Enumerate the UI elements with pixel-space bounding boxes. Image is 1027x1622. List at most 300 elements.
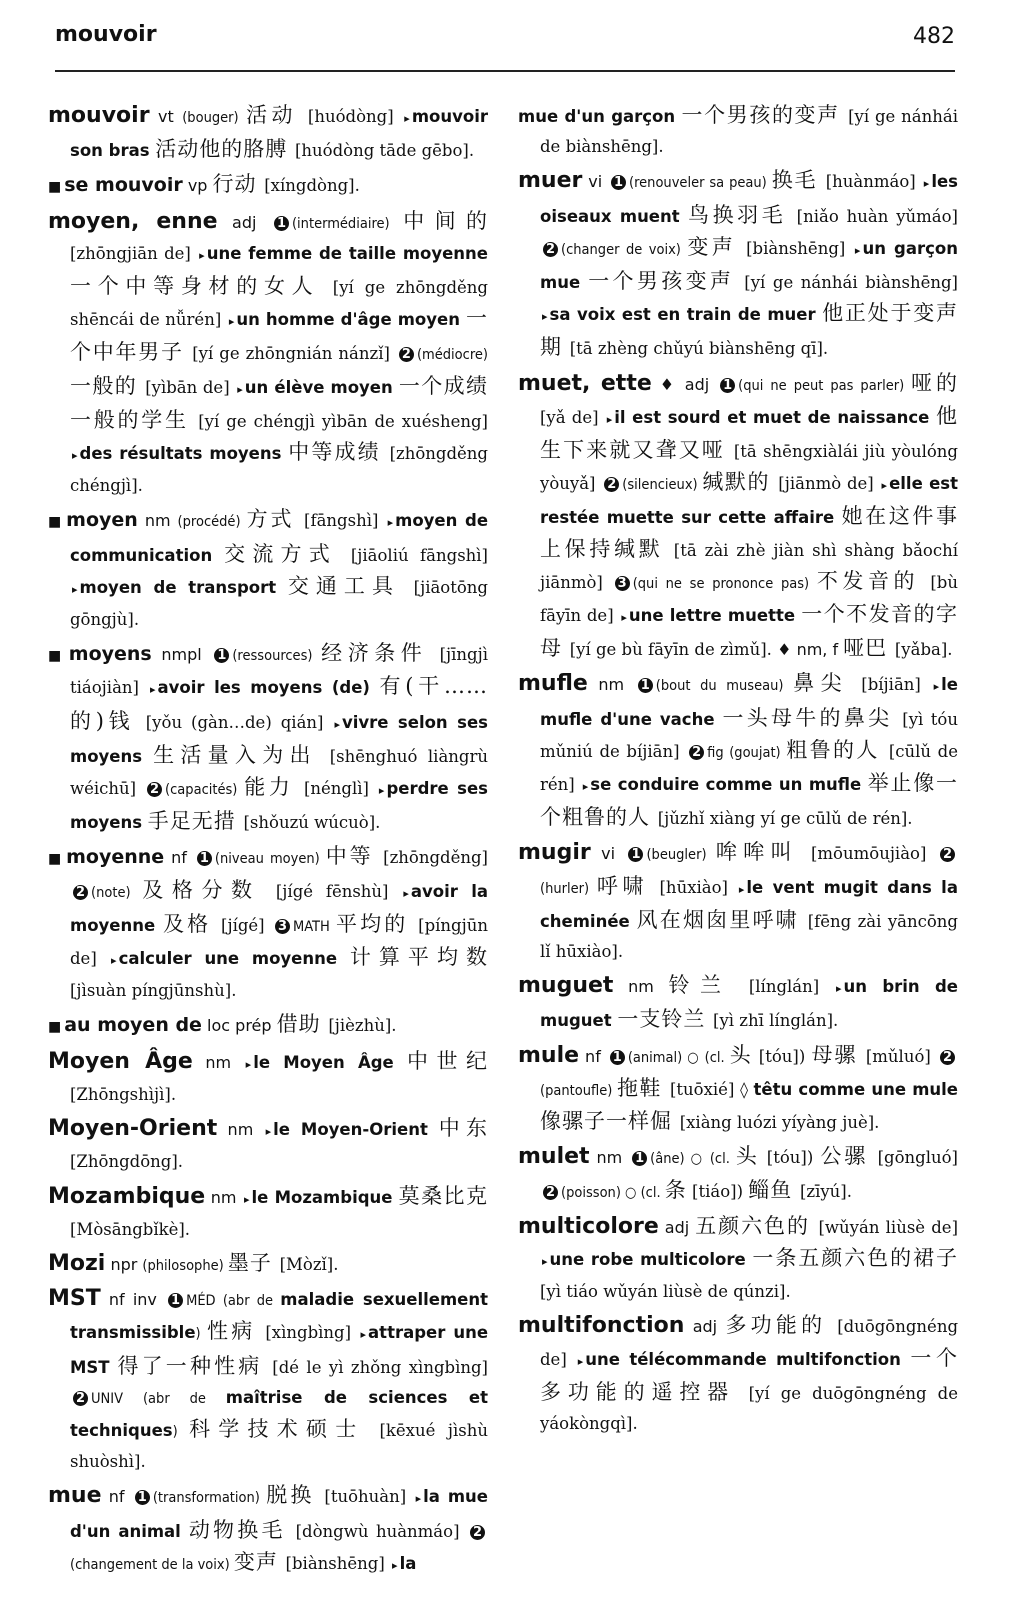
sense-number: 1 — [610, 1050, 625, 1065]
subentry — [48, 169, 488, 202]
subentry — [48, 504, 488, 635]
gloss: (qui ne se prononce pas) — [632, 575, 817, 592]
chinese-text: 头 — [735, 1144, 760, 1169]
headword: mulet — [518, 1144, 590, 1170]
chinese-text: 一个不发音的字母 — [540, 602, 958, 661]
part-of-speech: vt — [149, 107, 183, 126]
subentry — [48, 638, 488, 838]
pinyin: [jígé] — [221, 915, 272, 935]
example-marker: ▸ — [387, 516, 394, 530]
pinyin: [jiānmò de] — [778, 474, 880, 494]
subentry — [48, 841, 488, 1006]
example-phrase: un homme d'âge moyen — [236, 310, 467, 330]
gloss: (beugler) — [646, 847, 716, 864]
sense-number: 2 — [604, 477, 619, 492]
example-phrase: sa voix est en train de muer — [549, 305, 823, 325]
sense-number: 1 — [628, 847, 643, 862]
pinyin: [yìbān de] — [145, 377, 236, 397]
pinyin: [tā shēngxiàlái jiù yòulóng yòuyǎ] — [540, 442, 958, 494]
gloss: (qui ne peut pas parler) — [738, 377, 912, 394]
pinyin: [xìngbìng] — [265, 1323, 359, 1343]
pinyin: [yǒu (gàn…de) qián] — [145, 712, 333, 732]
example-phrase: il est sourd et muet de naissance — [614, 407, 937, 427]
headword: muet, ette — [518, 370, 652, 396]
chinese-text: 头 — [729, 1042, 753, 1067]
sense-number: 1 — [720, 378, 735, 393]
pinyin: [xiàng luózi yíyàng juè]. — [679, 1113, 880, 1133]
gloss: (animal) ○ (cl. — [627, 1049, 730, 1066]
headword: Moyen Âge — [48, 1048, 193, 1074]
example-phrase: un garçon mue — [540, 238, 958, 293]
pinyin: [dòngwù huànmáo] — [295, 1521, 467, 1541]
example-phrase: le Mozambique — [251, 1187, 399, 1207]
chinese-text: 中东 — [438, 1116, 488, 1141]
pinyin: [jīngjì tiáojiàn] — [70, 645, 488, 698]
example-marker: ▸ — [933, 680, 940, 694]
pinyin: [jǔzhǐ xiàng yí ge cūlǔ de rén]. — [657, 809, 913, 829]
chinese-text: 经济条件 — [321, 641, 440, 666]
gloss: MÉD (abr de — [186, 1293, 281, 1310]
pinyin: [nénglì] — [303, 779, 377, 799]
pinyin: [jiāoliú fāngshì] — [350, 545, 488, 565]
chinese-text: 风在烟囱里呼啸 — [636, 907, 808, 932]
headword: Moyen-Orient — [48, 1116, 218, 1142]
chinese-text: 交通工具 — [287, 573, 414, 598]
example-marker: ▸ — [542, 1254, 548, 1268]
pinyin: [píngjūn de] — [70, 915, 488, 969]
example-phrase: une lettre muette — [628, 606, 802, 626]
chinese-text: 哑巴 — [843, 636, 895, 661]
chinese-text: 方式 — [246, 507, 305, 532]
running-header — [55, 22, 955, 72]
example-marker: ▸ — [237, 382, 243, 396]
pinyin: [duōgōngnéng de] — [540, 1317, 959, 1369]
pinyin: [zhōngděng chéngjì]. — [70, 444, 488, 496]
headword: moyen, enne — [48, 208, 218, 234]
dictionary-entry — [518, 1310, 958, 1439]
example-marker: ▸ — [72, 449, 78, 463]
gloss: UNIV (abr de — [91, 1390, 226, 1407]
sense-number: 3 — [275, 919, 290, 934]
part-of-speech: nm — [589, 1148, 630, 1168]
example-phrase: un élève moyen — [244, 377, 399, 397]
example-phrase: mue d'un garçon — [518, 107, 682, 126]
headword: au moyen de — [64, 1014, 202, 1037]
gloss: (bout du museau) — [655, 678, 794, 695]
sense-number: 1 — [197, 851, 212, 866]
chinese-text: 多功能的 — [725, 1313, 838, 1338]
chinese-text: 呼啸 — [596, 873, 660, 898]
headword: multicolore — [518, 1213, 659, 1239]
example-marker: ▸ — [392, 1558, 398, 1572]
part-of-speech: nm — [205, 1187, 242, 1207]
pinyin: [yì zhī línglán]. — [713, 1011, 839, 1031]
gloss: (ressources) — [232, 648, 322, 665]
headword: moyen — [66, 509, 138, 532]
subentry-marker: ■ — [48, 851, 64, 868]
chinese-text: 得了一种性病 — [117, 1353, 273, 1378]
chinese-text: 科学技术硕士 — [189, 1416, 380, 1441]
example-phrase: maladie sexuellement transmissible — [70, 1290, 488, 1343]
example-phrase: le vent mugit dans la cheminée — [540, 877, 958, 931]
pinyin: [dé le yì zhǒng xìngbìng] — [272, 1357, 488, 1377]
sense-number: 1 — [135, 1490, 150, 1505]
part-of-speech: adj — [217, 212, 271, 232]
example-marker: ▸ — [265, 1125, 272, 1139]
sense-number: 2 — [940, 847, 955, 862]
gloss: (âne) ○ (cl. — [650, 1151, 736, 1168]
dictionary-entry — [48, 1046, 488, 1110]
left-column — [48, 100, 488, 1584]
gloss: (hurler) — [540, 880, 597, 897]
part-of-speech: adj — [658, 1217, 696, 1237]
dictionary-entry — [518, 970, 958, 1036]
gloss: (renouveler sa peau) — [629, 175, 772, 192]
example-marker: ▸ — [582, 780, 589, 794]
sense-number: 2 — [940, 1050, 955, 1065]
example-marker: ▸ — [150, 683, 156, 697]
headword: mouvoir — [48, 103, 150, 128]
dictionary-entry — [48, 1113, 488, 1177]
subentry-marker: ■ — [48, 514, 64, 531]
example-phrase: le mufle d'une vache — [540, 675, 958, 729]
gloss: (changer de voix) — [561, 241, 688, 258]
example-phrase: une robe multicolore — [549, 1249, 753, 1269]
example-marker: ▸ — [621, 611, 627, 625]
chinese-text: 墨子 — [227, 1250, 280, 1275]
example-phrase: un brin de muguet — [540, 977, 958, 1031]
chinese-text: 母骡 — [811, 1042, 866, 1067]
chinese-text: 换毛 — [771, 168, 826, 193]
pinyin: [bù fāyīn de] — [540, 572, 958, 626]
gloss: (procédé) — [177, 514, 247, 531]
dictionary-entry — [518, 1211, 958, 1308]
part-of-speech: vi — [590, 844, 626, 864]
example-marker: ▸ — [881, 479, 888, 493]
headword: muer — [518, 168, 583, 194]
gloss: (transformation) — [152, 1490, 267, 1507]
chinese-text: 脱换 — [266, 1483, 325, 1508]
chinese-text: 粗鲁的人 — [786, 737, 889, 762]
dictionary-entry — [48, 1181, 488, 1245]
chinese-text: 手足无措 — [147, 809, 244, 834]
subentry-marker: ■ — [48, 1019, 62, 1036]
example-phrase: avoir la moyenne — [70, 881, 488, 935]
chinese-text: 计算平均数 — [349, 945, 488, 970]
chinese-text: 动物换毛 — [188, 1517, 296, 1542]
example-phrase: une télécommande multifonction — [585, 1349, 911, 1369]
chinese-text: 一个中等身材的女人 — [70, 274, 333, 299]
example-marker: ▸ — [199, 248, 205, 262]
headword: mule — [518, 1042, 580, 1068]
chinese-text: 一个多功能的遥控器 — [540, 1345, 958, 1404]
gloss: (note) — [91, 884, 143, 901]
pinyin: [tiáo]) — [686, 1181, 749, 1201]
pinyin: [xíngdòng]. — [264, 176, 360, 196]
example-marker: ▸ — [542, 310, 548, 324]
example-phrase: la mue d'un animal — [70, 1487, 488, 1541]
pinyin: [niǎo huàn yǔmáo] — [796, 206, 958, 226]
chinese-text: 性病 — [207, 1319, 266, 1344]
pinyin: [yì tóu mǔniú de bíjiān] — [540, 709, 958, 761]
gloss: (changement de la voix) — [70, 1556, 234, 1573]
pinyin: [bíjiān] — [861, 675, 932, 695]
headword: muguet — [518, 973, 614, 999]
part-of-speech: nmpl — [151, 645, 212, 665]
gloss: (silencieux) — [622, 477, 703, 494]
chinese-text: 铃兰 — [668, 973, 749, 998]
example-marker: ▸ — [404, 112, 410, 125]
chinese-text: 公骡 — [820, 1144, 878, 1169]
pinyin: [yì tiáo wǔyán liùsè de qúnzi]. — [540, 1282, 791, 1302]
chinese-text: 生活量入为出 — [153, 742, 330, 767]
part-of-speech: ◊ — [740, 1079, 754, 1099]
example-phrase: avoir les moyens (de) — [157, 678, 380, 698]
pinyin: [yí ge zhōngnián nánzǐ] — [192, 344, 396, 364]
gloss: fig (goujat) — [707, 744, 787, 761]
sense-number: 1 — [611, 175, 626, 190]
sense-number: 2 — [73, 885, 88, 900]
part-of-speech: nf — [579, 1046, 607, 1066]
gloss: (médiocre) — [416, 347, 488, 364]
chinese-text: 能力 — [244, 775, 304, 800]
chinese-text: 举止像一个粗鲁的人 — [540, 771, 959, 830]
chinese-text: 一支铃兰 — [617, 1007, 714, 1032]
pinyin: [huódòng tāde gēbo]. — [294, 141, 475, 161]
chinese-text: 中世纪 — [407, 1048, 488, 1073]
headword: mugir — [518, 840, 591, 866]
chinese-text: 缄默的 — [702, 470, 779, 495]
sense-number: 1 — [638, 678, 653, 693]
sense-number: 1 — [632, 1151, 647, 1166]
pinyin: [gōngluó] — [877, 1148, 958, 1168]
dictionary-entry — [48, 206, 488, 502]
example-phrase: le Moyen Âge — [253, 1052, 407, 1072]
pinyin: [mǔluó] — [865, 1046, 937, 1066]
chinese-text: 一头母牛的鼻尖 — [722, 705, 903, 730]
running-headword: mouvoir — [55, 22, 157, 47]
subentry — [518, 100, 958, 162]
dictionary-entry — [518, 165, 958, 364]
sense-number: 2 — [470, 1525, 485, 1540]
headword: multifonction — [518, 1313, 685, 1339]
chinese-text: 及格分数 — [142, 877, 276, 902]
pinyin: [yí ge bù fāyīn de zìmǔ]. — [569, 640, 778, 660]
gloss: (capacités) — [165, 782, 245, 799]
example-phrase: se conduire comme un mufle — [590, 775, 868, 795]
chinese-text: 及格 — [163, 911, 222, 936]
pinyin: [zīyú]. — [799, 1181, 852, 1201]
pinyin: [huódòng] — [307, 107, 403, 126]
part-of-speech: ♦ nm, f — [777, 640, 844, 660]
pinyin: [tā zài zhè jiàn shì shàng bǎochí jiānmò] — [540, 540, 958, 592]
example-phrase: des résultats moyens — [79, 444, 289, 464]
example-phrase: mouvoir son bras — [70, 107, 488, 161]
pinyin: [wǔyán liùsè de] — [818, 1217, 959, 1237]
example-marker: ▸ — [415, 1492, 422, 1506]
page-number: 482 — [913, 24, 955, 49]
chinese-text: 有(干……的)钱 — [70, 674, 488, 733]
gloss: (intermédiaire) — [291, 215, 404, 232]
pinyin: [tuōxié] — [669, 1079, 741, 1099]
pinyin: [yí ge zhōngděng shēncái de nǚrén] — [70, 278, 488, 330]
part-of-speech: nm — [192, 1052, 244, 1072]
chinese-text: 一个成绩一般的学生 — [70, 373, 488, 432]
pinyin: [jìsuàn píngjūnshù]. — [70, 981, 237, 1001]
sense-number: 1 — [168, 1293, 183, 1308]
subentry — [48, 1009, 488, 1042]
example-phrase: elle est restée muette sur cette affaire — [540, 474, 958, 528]
chinese-text: 一般的 — [70, 373, 146, 398]
pinyin: [Zhōngshìjì]. — [70, 1084, 177, 1104]
sense-number: 2 — [147, 782, 162, 797]
pinyin: [huànmáo] — [825, 172, 922, 192]
pinyin: [yí ge duōgōngnéng de yáokòngqì]. — [540, 1383, 958, 1433]
pinyin: [mōumōujiào] — [810, 844, 937, 864]
example-phrase: maîtrise de sciences et techniques — [70, 1387, 488, 1440]
headword: se mouvoir — [64, 174, 183, 197]
part-of-speech: nm — [613, 977, 669, 997]
chinese-text: 鼻尖 — [793, 671, 862, 696]
pinyin: [Zhōngdōng]. — [70, 1152, 184, 1172]
pinyin: [yí ge chéngjì yìbān de xuésheng] — [198, 411, 488, 431]
part-of-speech: npr — [105, 1254, 143, 1274]
gloss: ) — [195, 1326, 207, 1343]
pinyin: [fāngshì] — [304, 511, 386, 531]
chinese-text: 行动 — [212, 172, 265, 197]
pinyin: [tóu]) — [759, 1148, 821, 1168]
pinyin: [yǎ de] — [540, 407, 605, 427]
example-marker: ▸ — [403, 886, 409, 900]
chinese-text: 他正处于变声期 — [540, 301, 958, 360]
sense-number: 2 — [543, 1185, 558, 1200]
pinyin: [zhōngděng] — [383, 848, 488, 868]
part-of-speech: loc prép — [201, 1016, 277, 1036]
chinese-text: 活动他的胳膊 — [155, 137, 295, 162]
example-phrase: perdre ses moyens — [70, 779, 488, 833]
gloss: (bouger) — [182, 110, 247, 126]
chinese-text: 哞哞叫 — [716, 840, 811, 865]
example-marker: ▸ — [854, 243, 861, 257]
headword: MST — [48, 1286, 101, 1312]
example-phrase: calculer une moyenne — [118, 949, 350, 969]
pinyin: [cūlǔ de rén] — [540, 741, 958, 795]
example-phrase: moyen de communication — [70, 511, 489, 565]
chinese-text: 他生下来就又聋又哑 — [540, 403, 959, 463]
sense-number: 2 — [543, 242, 558, 257]
chinese-text: 借助 — [276, 1012, 329, 1037]
chinese-text: 一条五颜六色的裙子 — [752, 1245, 959, 1270]
dictionary-entry — [48, 1284, 488, 1477]
gloss: ) — [172, 1423, 190, 1440]
example-marker: ▸ — [738, 882, 745, 896]
chinese-text: 平均的 — [336, 911, 419, 936]
pinyin: [hūxiào] — [659, 877, 737, 897]
gloss: (pantoufle) — [540, 1082, 617, 1099]
pinyin: [fēng zài yāncōng lǐ hūxiào]. — [540, 911, 958, 962]
gloss: (poisson) ○ (cl. — [561, 1184, 665, 1201]
example-marker: ▸ — [72, 582, 78, 596]
chinese-text: 一个男孩的变声 — [681, 103, 849, 127]
pinyin: [shǒuzú wúcuò]. — [243, 813, 381, 833]
example-marker: ▸ — [228, 315, 235, 329]
example-phrase: les oiseaux muent — [540, 172, 958, 226]
headword: Mozi — [48, 1250, 106, 1276]
chinese-text: 中等成绩 — [288, 440, 390, 465]
chinese-text: 五颜六色的 — [695, 1213, 819, 1238]
chinese-text: 哑的 — [911, 370, 958, 395]
chinese-text: 活动 — [246, 103, 308, 127]
part-of-speech: nf — [101, 1487, 132, 1507]
chinese-text: 条 — [664, 1177, 687, 1202]
pinyin: [jièzhù]. — [328, 1016, 397, 1036]
chinese-text: 鲻鱼 — [748, 1177, 800, 1202]
pinyin: [Mòsāngbǐkè]. — [70, 1219, 191, 1239]
pinyin: [tuōhuàn] — [324, 1487, 414, 1507]
dictionary-entry — [518, 1040, 958, 1139]
example-phrase: une femme de taille moyenne — [206, 243, 488, 263]
pinyin: [jiāotōng gōngjù]. — [70, 577, 488, 630]
example-phrase: le Moyen-Orient — [273, 1120, 439, 1140]
dictionary-entry — [48, 1248, 488, 1281]
gloss: (philosophe) — [142, 1257, 228, 1274]
part-of-speech: vp — [182, 176, 213, 196]
dictionary-entry — [518, 1141, 958, 1207]
chinese-text: 交流方式 — [224, 541, 351, 566]
pinyin: [tóu]) — [752, 1046, 812, 1066]
pinyin: [yǎba]. — [894, 640, 953, 660]
subentry-marker: ■ — [48, 648, 66, 665]
headword: mufle — [518, 671, 588, 697]
example-phrase: vivre selon ses moyens — [70, 712, 488, 766]
pinyin: [biànshēng] — [285, 1553, 391, 1573]
part-of-speech: nm — [587, 675, 635, 695]
chinese-text: 一个中年男子 — [70, 306, 489, 365]
headword: mue — [48, 1483, 102, 1509]
dictionary-entry — [518, 668, 958, 834]
example-marker: ▸ — [606, 412, 613, 426]
right-column — [518, 100, 958, 1442]
example-marker: ▸ — [378, 784, 385, 798]
chinese-text: 变声 — [687, 234, 747, 259]
pinyin: [biànshēng] — [746, 238, 853, 258]
part-of-speech: nf — [164, 848, 194, 868]
pinyin: [tā zhèng chǔyú biànshēng qī]. — [569, 339, 829, 359]
part-of-speech: ♦ adj — [651, 374, 718, 394]
dictionary-entry — [48, 100, 488, 166]
pinyin: [shēnghuó liàngrù wéichū] — [70, 746, 488, 799]
example-marker: ▸ — [334, 717, 340, 731]
example-marker: ▸ — [360, 1328, 367, 1342]
pinyin: [línglán] — [748, 977, 834, 997]
chinese-text: 中间的 — [403, 208, 489, 233]
example-marker: ▸ — [244, 1192, 250, 1206]
headword: Mozambique — [48, 1183, 206, 1209]
sense-number: 2 — [399, 347, 414, 362]
pinyin: [zhōngjiān de] — [70, 243, 198, 263]
example-marker: ▸ — [836, 982, 842, 996]
headword: moyenne — [66, 846, 165, 869]
part-of-speech: vi — [582, 172, 609, 192]
pinyin: [Mòzǐ]. — [279, 1254, 339, 1274]
chinese-text: 莫桑比克 — [398, 1183, 488, 1208]
part-of-speech: nm — [217, 1120, 264, 1140]
sense-number: 1 — [214, 648, 229, 663]
example-phrase: moyen de transport — [79, 577, 288, 597]
chinese-text: 一个男孩变声 — [588, 269, 745, 294]
example-marker: ▸ — [577, 1354, 584, 1368]
headword: moyens — [68, 643, 152, 666]
